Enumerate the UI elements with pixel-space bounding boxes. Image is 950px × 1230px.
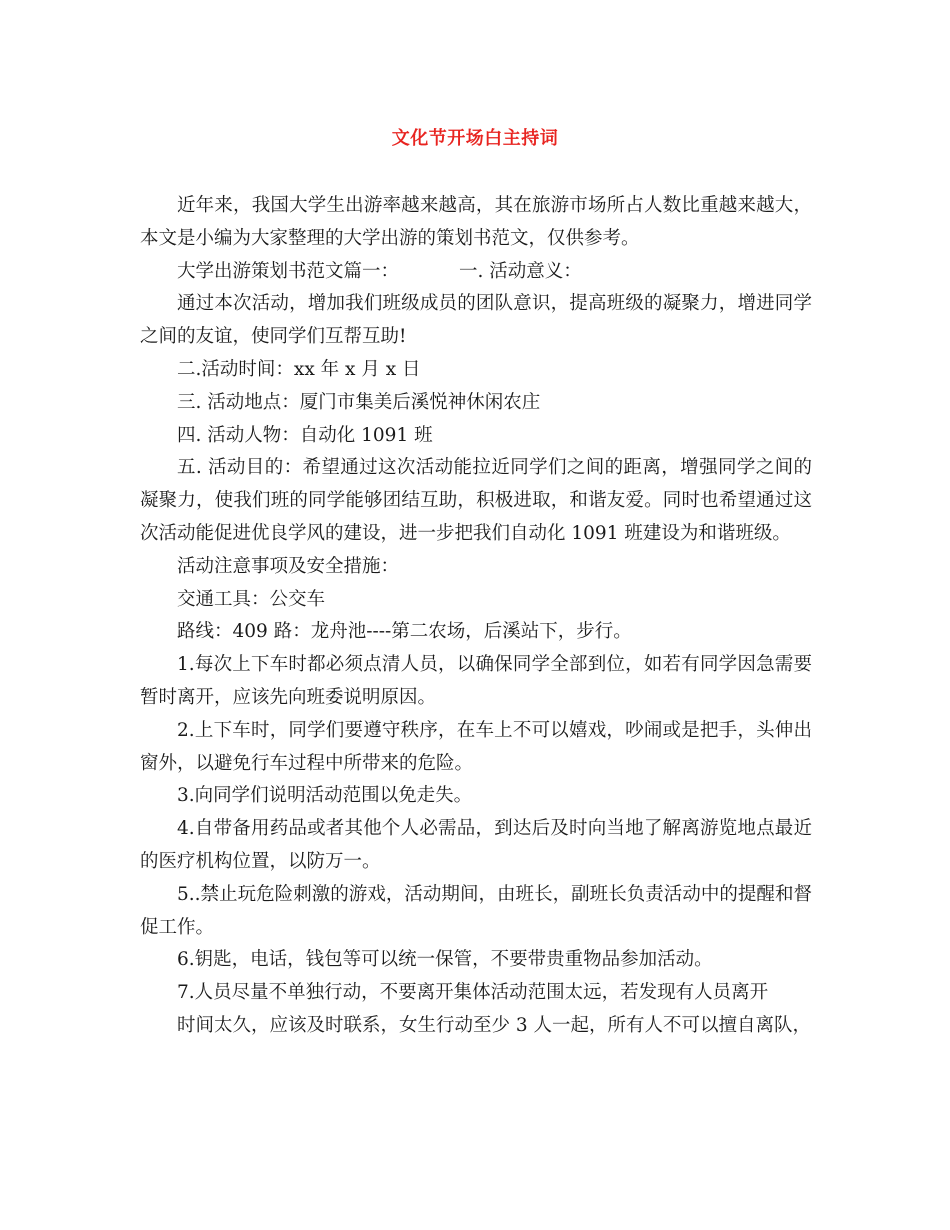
- paragraph-time: 二.活动时间：xx 年 x 月 x 日: [177, 358, 421, 380]
- item-heading: 一. 活动意义：: [459, 260, 582, 282]
- document-title: 文化节开场白主持词: [391, 128, 559, 149]
- list-item-6: 6.钥匙，电话，钱包等可以统一保管，不要带贵重物品参加活动。: [177, 949, 713, 971]
- paragraph-goal: 五. 活动目的：希望通过这次活动能拉近同学们之间的距离，增强同学之间的凝聚力，使我们班的同学能够团结互助，积极进取，和谐友爱。同时也希望通过这次活动能促进优良学风的建设，进一步把我们自动化 1091 班建设为和谐班级。: [140, 457, 812, 544]
- paragraph-location: 三. 活动地点：厦门市集美后溪悦神休闲农庄: [177, 391, 541, 413]
- list-item-5: 5..禁止玩危险刺激的游戏，活动期间，由班长，副班长负责活动中的提醒和督促工作。: [140, 883, 812, 938]
- paragraph-purpose: 通过本次活动，增加我们班级成员的团队意识，提高班级的凝聚力，增进同学之间的友谊，使同学们互帮互助!: [140, 293, 812, 348]
- paragraph-people: 四. 活动人物：自动化 1091 班: [177, 424, 433, 446]
- paragraph-transport: 交通工具：公交车: [177, 588, 326, 610]
- paragraph-safety-heading: 活动注意事项及安全措施：: [177, 555, 400, 577]
- paragraph-heading-line: [140, 256, 812, 289]
- list-item-7-continued: 时间太久，应该及时联系，女生行动至少 3 人一起，所有人不可以擅自离队，: [177, 1014, 812, 1036]
- list-item-7: 7.人员尽量不单独行动，不要离开集体活动范围太远，若发现有人员离开: [177, 982, 769, 1004]
- list-item-1: 1.每次上下车时都必须点清人员，以确保同学全部到位，如若有同学因急需要暂时离开，应该先向班委说明原因。: [140, 654, 812, 708]
- list-item-2: 2.上下车时，同学们要遵守秩序，在车上不可以嬉戏，吵闹或是把手，头伸出窗外，以避免行车过程中所带来的危险。: [140, 719, 812, 774]
- paragraph-route: 路线：409 路：龙舟池----第二农场，后溪站下，步行。: [177, 621, 632, 643]
- section-heading: 大学出游策划书范文篇一：: [177, 260, 400, 282]
- paragraph-intro: 近年来，我国大学生出游率越来越高，其在旅游市场所占人数比重越来越大，本文是小编为大家整理的大学出游的策划书范文，仅供参考。: [140, 195, 812, 249]
- list-item-3: 3.向同学们说明活动范围以免走失。: [177, 785, 473, 807]
- list-item-4: 4.自带备用药品或者其他个人必需品，到达后及时向当地了解离游览地点最近的医疗机构位置，以防万一。: [140, 818, 812, 872]
- document-body: [140, 190, 812, 1043]
